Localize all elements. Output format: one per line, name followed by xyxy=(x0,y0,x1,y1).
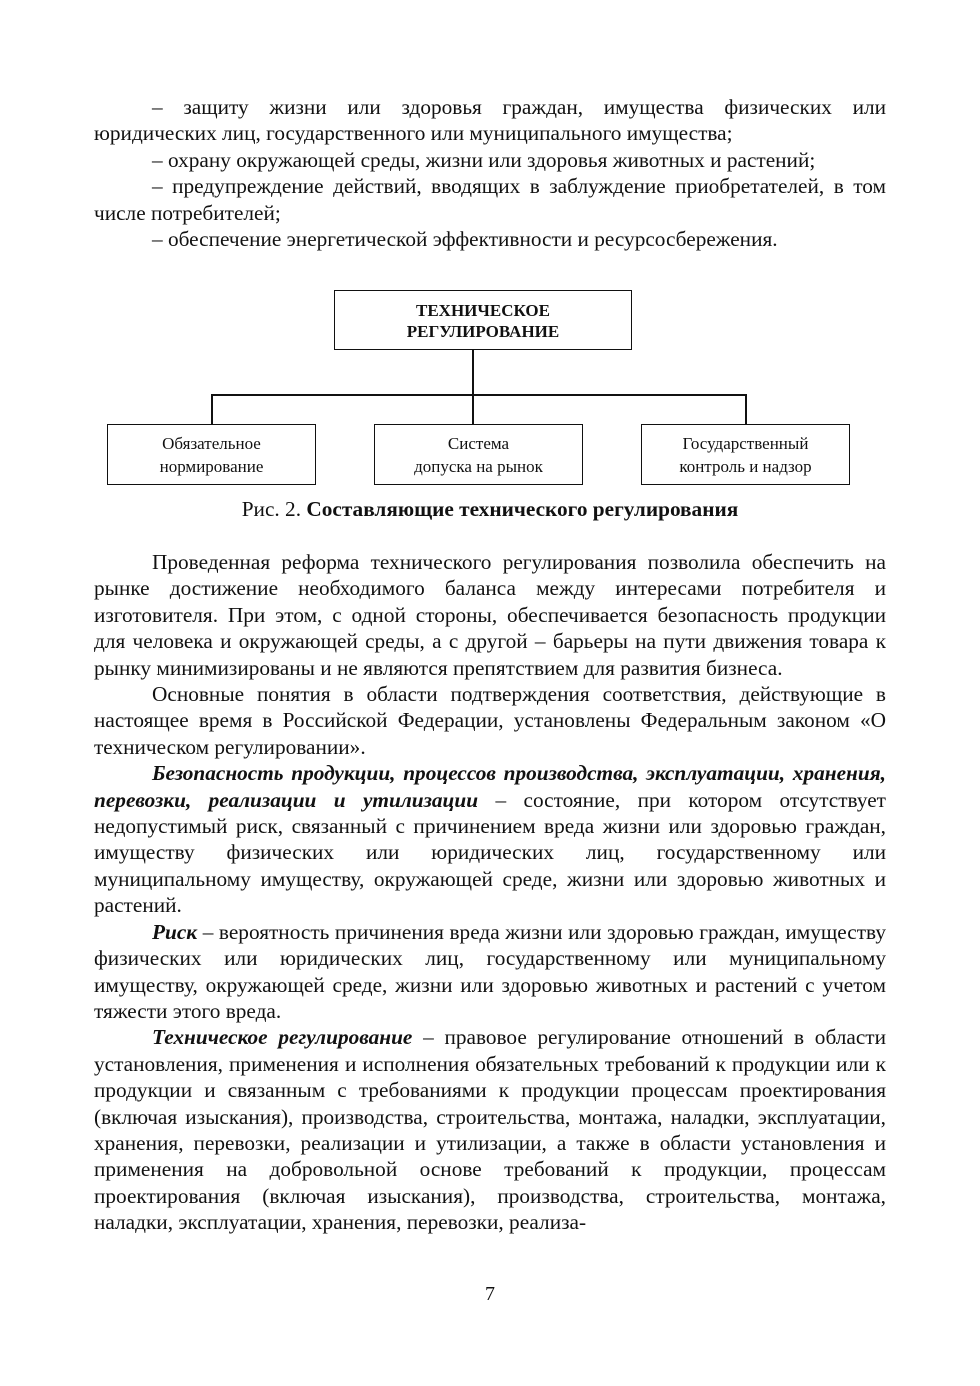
diagram-box-market-access xyxy=(374,424,583,485)
definition-text: – правовое регулирование отношений в области установления, применения и исполнения обязательных требований к продукции или к продукции и связанным с требованиями к продукции процессам проектирования (включая изыскания), производства, строительства, монтажа, наладки, эксплуатации, хранения, перевозки, реализации и утилизации, а также в области установления и применения на добровольной основе требований к продукции, процессам проектирования (включая изыскания), производства, строительства, монтажа, наладки, эксплуатации, хранения, перевозки, реализа- xyxy=(94,1025,886,1235)
box-line2: допуска на рынок xyxy=(414,456,543,476)
diagram-root-line1: ТЕХНИЧЕСКОЕ xyxy=(416,301,550,320)
definition-paragraph xyxy=(94,919,886,1025)
connector-vertical-left xyxy=(211,394,213,424)
connector-horizontal xyxy=(211,394,746,396)
definition-text: – вероятность причинения вреда жизни или здоровью граждан, имуществу физических или юридических лиц, государственному или муниципальному имуществу, окружающей среде, жизни или здоровью животных и растений с учетом тяжести этого вреда. xyxy=(94,919,886,1023)
diagram-box-mandatory-norming xyxy=(107,424,316,485)
connector-vertical-right xyxy=(745,394,747,424)
box-line2: контроль и надзор xyxy=(679,456,812,476)
regulation-diagram xyxy=(0,0,980,540)
diagram-box-state-control xyxy=(641,424,850,485)
term: Риск xyxy=(152,919,198,944)
definition-paragraph xyxy=(94,760,886,918)
paragraph: Основные понятия в области подтверждения соответствия, действующие в настоящее время в Российской Федерации, установлены Федеральным законом «О техническом регулировании». xyxy=(94,682,886,759)
box-line1: Государственный xyxy=(682,433,809,453)
paragraph: Проведенная реформа технического регулирования позволила обеспечить на рынке достижение необходимого баланса между интересами потребителя и изготовителя. При этом, с одной стороны, обеспечивается безопасность продукции для человека и окружающей среды, а с другой – барьеры на пути движения товара к рынку минимизированы и не являются препятствием для развития бизнеса. xyxy=(94,550,886,680)
box-line1: Система xyxy=(447,433,510,453)
term: Техническое регулирование xyxy=(152,1025,413,1050)
list-item: – предупреждение действий, вводящих в заблуждение приобретателей, в том числе потребителей; xyxy=(94,174,886,225)
main-text xyxy=(94,549,886,1236)
list-item: – охрану окружающей среды, жизни или здоровья животных и растений; xyxy=(152,147,816,172)
list-item: – защиту жизни или здоровья граждан, имущества физических или юридических лиц, государственного или муниципального имущества; xyxy=(94,95,886,146)
term: Безопасность продукции, процессов производства, эксплуатации, хранения, перевозки, реализации и утилизации xyxy=(94,761,886,812)
definition-text: – состояние, при котором отсутствует недопустимый риск, связанный с причинением вреда жизни или здоровью граждан, имуществу физических или юридических лиц, государственному или муниципальному имуществу, окружающей среде, жизни или здоровью животных и растений. xyxy=(94,787,886,918)
diagram-root-line2: РЕГУЛИРОВАНИЕ xyxy=(406,322,560,341)
caption-prefix: Рис. 2. xyxy=(241,497,307,521)
box-line2: нормирование xyxy=(159,456,264,476)
connector-vertical-middle xyxy=(472,394,474,424)
page-number: 7 xyxy=(485,1283,495,1305)
figure-caption xyxy=(94,496,886,522)
list-item: – обеспечение энергетической эффективности и ресурсосбережения. xyxy=(152,227,778,252)
caption-title: Составляющие технического регулирования xyxy=(306,497,739,521)
definition-paragraph xyxy=(94,1024,886,1235)
intro-list xyxy=(94,94,886,252)
diagram-root-box xyxy=(334,290,632,350)
box-line1: Обязательное xyxy=(162,433,261,453)
connector-vertical-root xyxy=(472,350,474,395)
